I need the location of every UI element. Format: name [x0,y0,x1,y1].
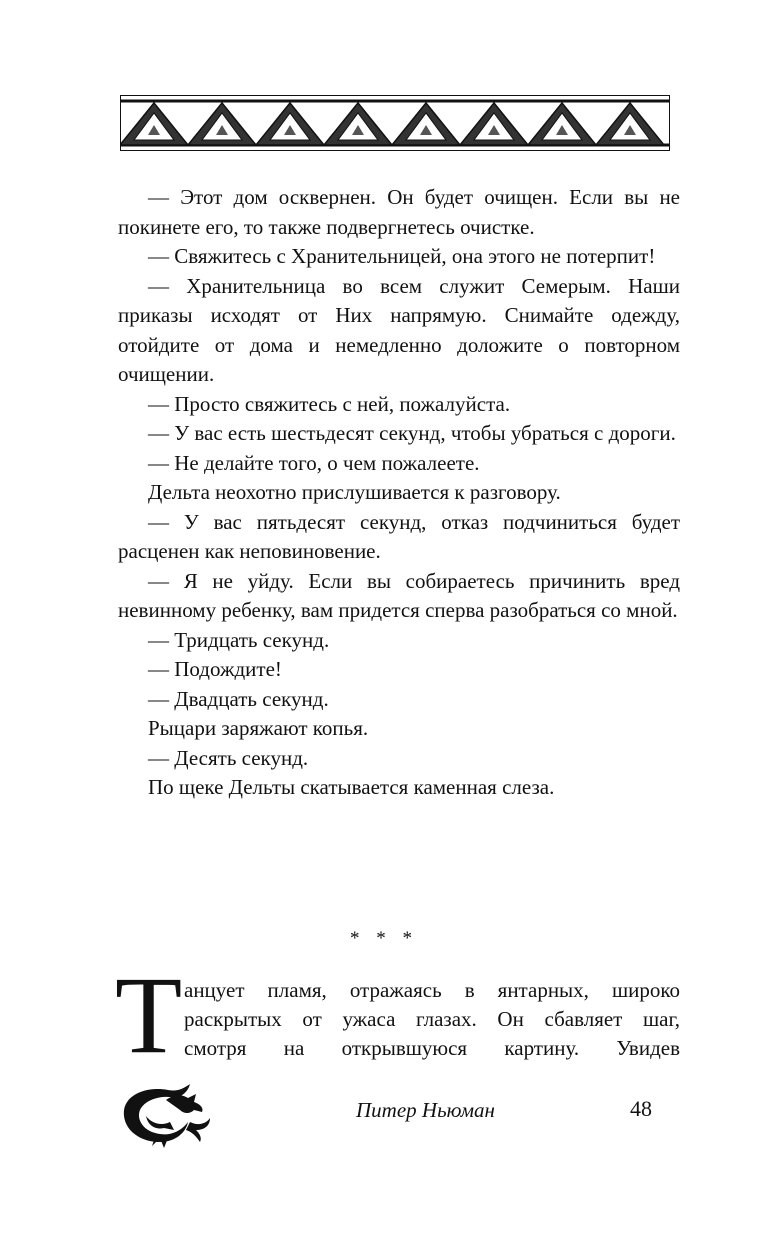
ornamental-border [120,95,670,151]
footer-author: Питер Ньюман [356,1098,495,1122]
paragraph: — Подождите! [148,657,282,681]
paragraph: Дельта неохотно прислушивается к разговору. [148,480,561,504]
paragraph: — Хранительница во всем служит Семерым. Наши приказы исходят от Них напрямую. Снимайте одежду, отойдите от дома и немедленно доложите о повторном очищении. [118,273,680,386]
page-number: 48 [630,1096,652,1121]
paragraph: — Двадцать секунд. [148,686,329,711]
text-line: анцует пламя, отражаясь в янтарных, широко [184,978,680,1002]
paragraph: Рыцари заряжают копья. [148,716,369,740]
paragraph: — Свяжитесь с Хранительницей, она этого не потерпит! [148,244,656,268]
paragraph: — У вас есть шестьдесят секунд, чтобы убраться с дороги. [148,421,676,445]
text-line: раскрытых от ужаса глазах. Он сбавляет шаг, [184,1007,680,1031]
paragraph: По щеке Дельты скатывается каменная слеза. [148,775,555,799]
paragraph: — Тридцать секунд. [148,627,330,652]
section-break: * * * [350,928,418,949]
main-text [118,183,680,803]
drop-cap-paragraph [184,976,680,1063]
paragraph: — Этот дом осквернен. Он будет очищен. Если вы не покинете его, то также подвергнетесь очистке. [118,185,680,239]
dragon-icon [116,1080,216,1150]
drop-cap-letter: Т [115,954,183,1076]
paragraph: — У вас пятьдесят секунд, отказ подчиниться будет расценен как неповиновение. [118,509,680,563]
paragraph: — Я не уйду. Если вы собираетесь причинить вред невинному ребенку, вам придется сперва разобраться со мной. [118,568,680,622]
paragraph: — Не делайте того, о чем пожалеете. [148,450,480,475]
paragraph: — Просто свяжитесь с ней, пожалуйста. [148,391,511,416]
text-line: смотря на открывшуюся картину. Увидев [184,1036,680,1060]
paragraph: — Десять секунд. [148,745,309,770]
